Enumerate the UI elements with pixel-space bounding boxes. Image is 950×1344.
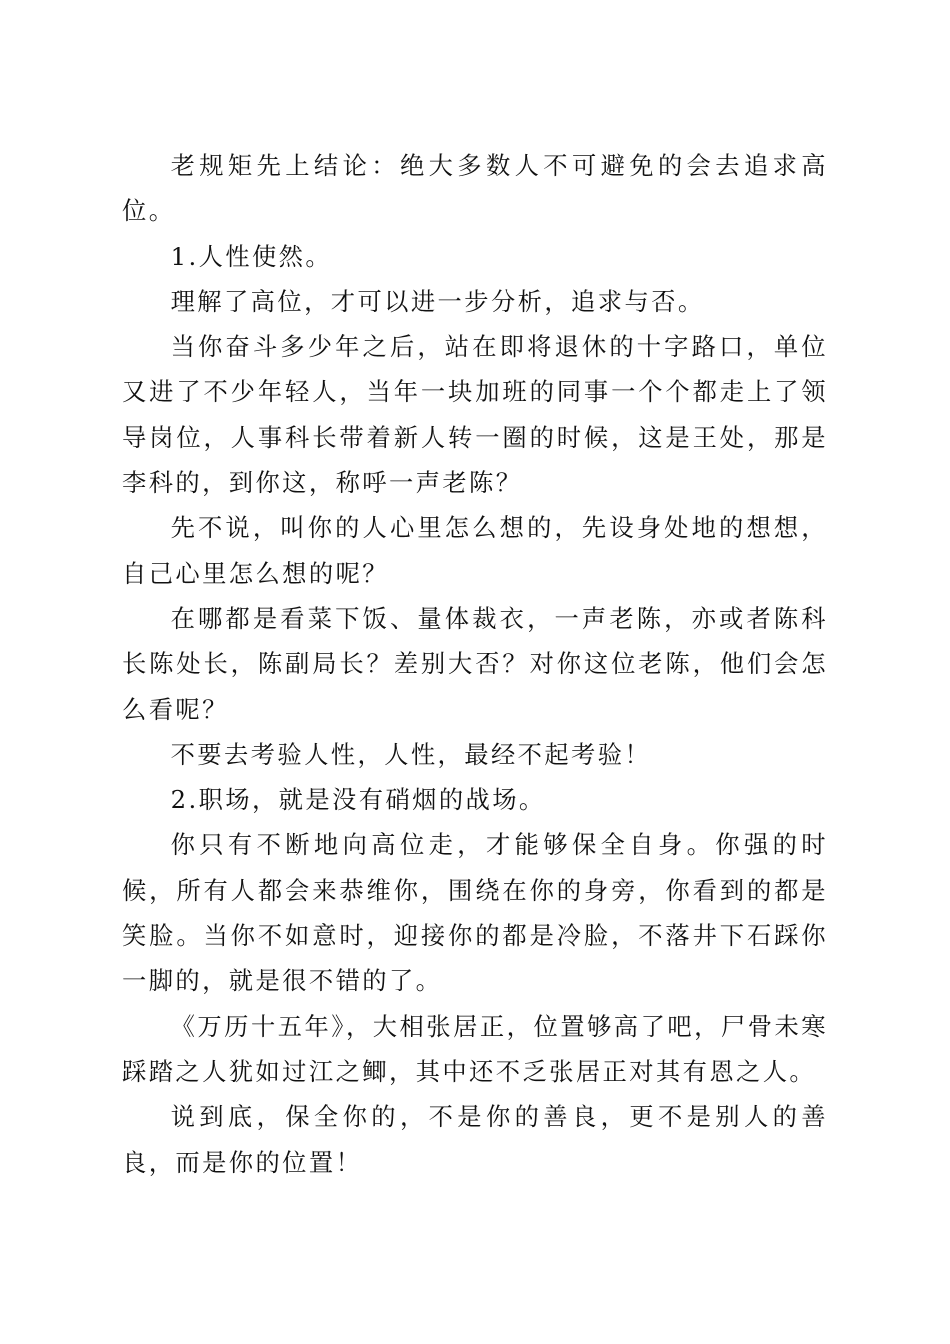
paragraph-workplace: 你只有不断地向高位走，才能够保全自身。你强的时候，所有人都会来恭维你，围绕在你的身旁，你看到的都是笑脸。当你不如意时，迎接你的都是冷脸，不落井下石踩你一脚的，就是很不错的了。 [122, 830, 828, 996]
paragraph-understand: 理解了高位，才可以进一步分析，追求与否。 [170, 286, 705, 316]
paragraph-conclusion-final: 说到底，保全你的，不是你的善良，更不是别人的善良，而是你的位置！ [122, 1102, 828, 1177]
paragraph-wanli: 《万历十五年》，大相张居正，位置够高了吧，尸骨未寒踩踏之人犹如过江之鲫，其中还不乏张居正对其有恩之人。 [122, 1011, 828, 1086]
paragraph-heading-1: 1.人性使然。 [170, 241, 333, 271]
paragraph-conclusion: 老规矩先上结论：绝大多数人不可避免的会去追求高位。 [122, 151, 828, 226]
document-body [122, 143, 828, 1185]
paragraph-self-thought: 先不说，叫你的人心里怎么想的，先设身处地的想想，自己心里怎么想的呢？ [122, 513, 828, 588]
paragraph-titles: 在哪都是看菜下饭、量体裁衣，一声老陈，亦或者陈科长陈处长，陈副局长？差别大否？对你这位老陈，他们会怎么看呢？ [122, 603, 828, 724]
paragraph-human-nature: 不要去考验人性，人性，最经不起考验！ [170, 739, 652, 769]
paragraph-heading-2: 2.职场，就是没有硝烟的战场。 [170, 785, 546, 815]
paragraph-retirement: 当你奋斗多少年之后，站在即将退休的十字路口，单位又进了不少年轻人，当年一块加班的同事一个个都走上了领导岗位，人事科长带着新人转一圈的时候，这是王处，那是李科的，到你这，称呼一声老陈？ [122, 332, 828, 498]
